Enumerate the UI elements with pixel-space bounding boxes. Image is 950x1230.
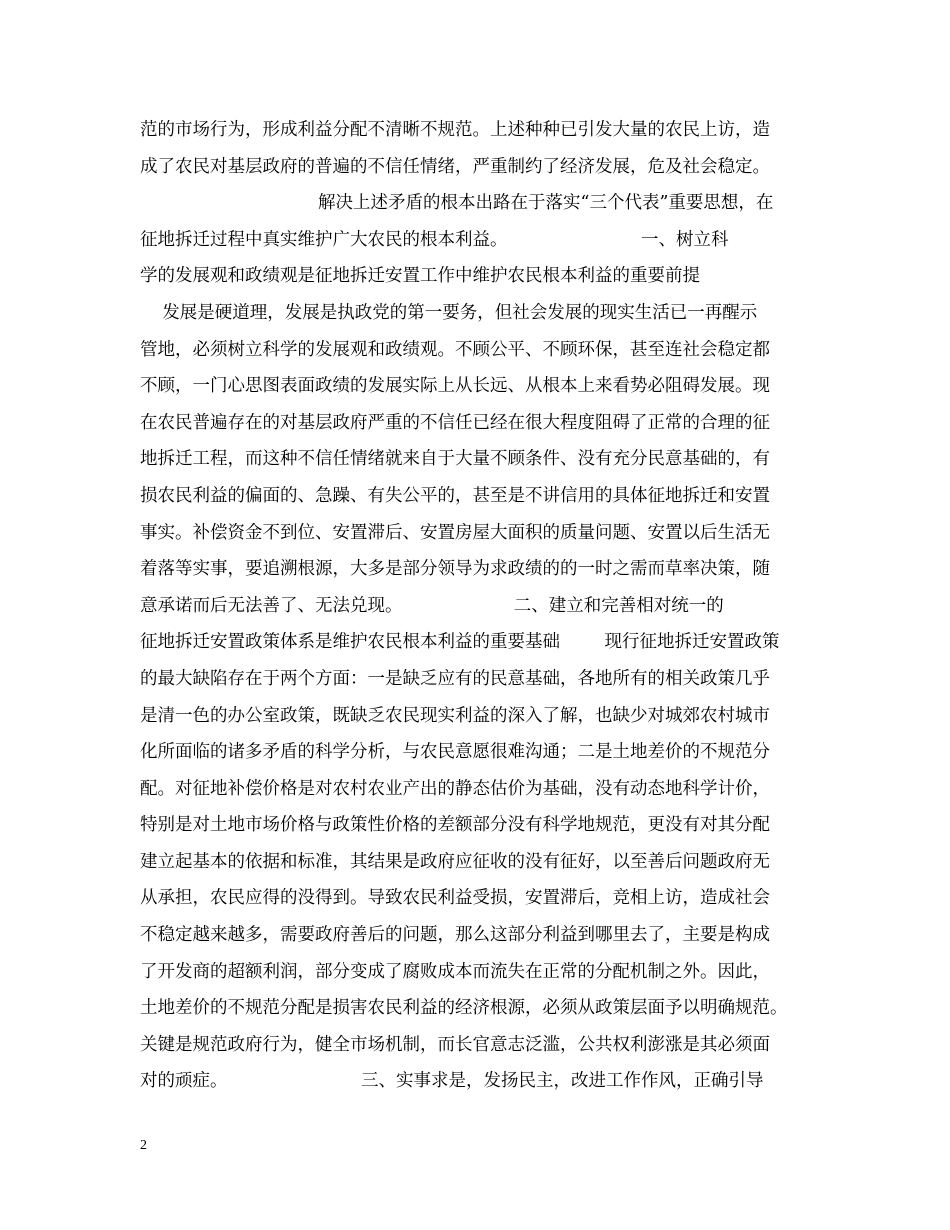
- text-line: 意承诺而后无法善了、无法兑现。 二、建立和完善相对统一的: [140, 595, 724, 616]
- text-line: 解决上述矛盾的根本出路在于落实“三个代表”重要思想，在: [140, 193, 774, 214]
- text-line: 不顾，一门心思图表面政绩的发展实际上从长远、从根本上来看势必阻碍发展。现: [140, 376, 770, 397]
- text-line: 了开发商的超额利润，部分变成了腐败成本而流失在正常的分配机制之外。因此，: [140, 961, 770, 982]
- text-line: 不稳定越来越多，需要政府善后的问题，那么这部分利益到哪里去了，主要是构成: [140, 925, 770, 946]
- text-line: 对的顽症。 三、实事求是，发扬民主，改进工作作风，正确引导: [140, 1071, 764, 1092]
- text-line: 损农民利益的偏面的、急躁、有失公平的，甚至是不讲信用的具体征地拆迁和安置: [140, 485, 770, 506]
- text-line: 关键是规范政府行为，健全市场机制，而长官意志泛滥，公共权利澎涨是其必须面: [140, 1034, 770, 1055]
- text-line: 征地拆迁过程中真实维护广大农民的根本利益。 一、树立科: [140, 229, 729, 250]
- text-line: 事实。补偿资金不到位、安置滞后、安置房屋大面积的质量问题、安置以后生活无: [140, 522, 770, 543]
- text-line: 配。对征地补偿价格是对农村农业产出的静态估价为基础，没有动态地科学计价，: [140, 778, 770, 799]
- text-line: 地拆迁工程，而这种不信任情绪就来自于大量不顾条件、没有充分民意基础的，有: [140, 449, 770, 470]
- text-line: 成了农民对基层政府的普遍的不信任情绪，严重制约了经济发展，危及社会稳定。: [140, 156, 770, 177]
- text-line: 着落等实事，要追溯根源，大多是部分领导为求政绩的的一时之需而草率决策，随: [140, 559, 770, 580]
- text-line: 范的市场行为，形成利益分配不清晰不规范。上述种种已引发大量的农民上访，造: [140, 120, 770, 140]
- text-line: 在农民普遍存在的对基层政府严重的不信任已经在很大程度阻碍了正常的合理的征: [140, 412, 770, 433]
- text-line: 征地拆迁安置政策体系是维护农民根本利益的重要基础 现行征地拆迁安置政策: [140, 632, 780, 653]
- text-line: 土地差价的不规范分配是损害农民利益的经济根源，必须从政策层面予以明确规范。: [140, 998, 788, 1019]
- text-line: 特别是对土地市场价格与政策性价格的差额部分没有科学地规范，更没有对其分配: [140, 815, 770, 836]
- text-line: 建立起基本的依据和标准，其结果是政府应征收的没有征好，以至善后问题政府无: [140, 851, 770, 872]
- text-line: 化所面临的诸多矛盾的科学分析，与农民意愿很难沟通；二是土地差价的不规范分: [140, 742, 770, 763]
- text-line: 是清一色的办公室政策，既缺乏农民现实利益的深入了解，也缺少对城郊农村城市: [140, 705, 770, 726]
- text-line: 发展是硬道理，发展是执政党的第一要务，但社会发展的现实生活已一再醒示: [140, 302, 758, 323]
- text-line: 从承担，农民应得的没得到。导致农民利益受损，安置滞后，竞相上访，造成社会: [140, 888, 770, 909]
- page-number: 2: [140, 1138, 147, 1153]
- body-text: [140, 112, 830, 1100]
- text-line: 学的发展观和政绩观是征地拆迁安置工作中维护农民根本利益的重要前提: [140, 266, 700, 287]
- text-line: 管地，必须树立科学的发展观和政绩观。不顾公平、不顾环保，甚至连社会稳定都: [140, 339, 770, 360]
- text-line: 的最大缺陷存在于两个方面：一是缺乏应有的民意基础，各地所有的相关政策几乎: [140, 668, 770, 689]
